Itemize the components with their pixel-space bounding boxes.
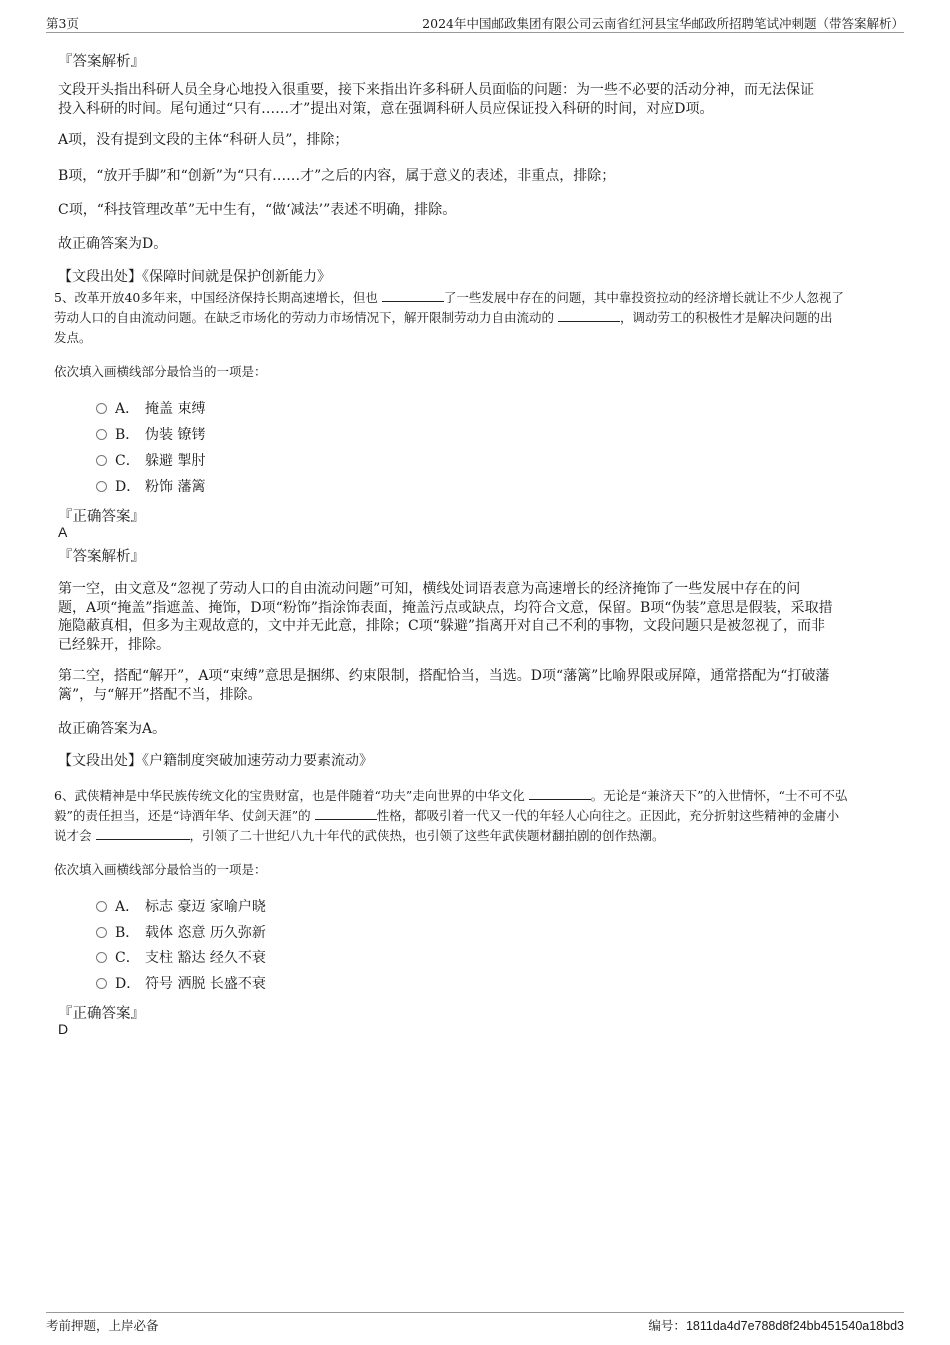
text-line: 篱”，与“解开”搭配不当，排除。 — [58, 686, 262, 703]
correct-answer: A — [58, 524, 68, 540]
radio-icon[interactable] — [96, 481, 107, 492]
analysis-label: 『答案解析』 — [58, 549, 145, 565]
fill-blank — [529, 787, 591, 800]
question-prompt: 依次填入画横线部分最恰当的一项是： — [54, 862, 267, 877]
answer-conclusion: 故正确答案为D。 — [58, 236, 168, 252]
option-d[interactable]: D． 粉饰 藩篱 — [96, 476, 205, 496]
question-stem — [54, 288, 904, 348]
option-d[interactable]: D． 符号 洒脱 长盛不衰 — [96, 973, 266, 993]
question-prompt: 依次填入画横线部分最恰当的一项是： — [54, 364, 267, 379]
analysis-paragraph — [58, 667, 898, 704]
radio-icon[interactable] — [96, 901, 107, 912]
stem-line: 6、武侠精神是中华民族传统文化的宝贵财富，也是伴随着“功夫”走向世界的中华文化 。无论是“兼济天下”的入世情怀，“士不可不弘 — [54, 788, 848, 803]
fill-blank — [315, 807, 377, 820]
radio-icon[interactable] — [96, 952, 107, 963]
option-a[interactable]: A． 标志 豪迈 家喻户晓 — [96, 896, 266, 916]
option-b[interactable]: B． 载体 恣意 历久弥新 — [96, 922, 266, 942]
radio-icon[interactable] — [96, 978, 107, 989]
question-stem — [54, 786, 904, 846]
analysis-option-b: B项，“放开手脚”和“创新”为“只有……才”之后的内容，属于意义的表述，非重点，排除； — [58, 168, 616, 184]
page-number: 第3页 — [46, 16, 79, 31]
correct-answer: D — [58, 1021, 69, 1037]
radio-icon[interactable] — [96, 429, 107, 440]
passage-source: 【文段出处】《保障时间就是保护创新能力》 — [58, 269, 331, 285]
option-a[interactable]: A． 掩盖 束缚 — [96, 398, 205, 418]
stem-line: 劳动人口的自由流动问题。在缺乏市场化的劳动力市场情况下，解开限制劳动力自由流动的 ，调动劳工的积极性才是解决问题的出 — [54, 310, 833, 325]
stem-line: 说才会 ，引领了二十世纪八九十年代的武侠热，也引领了这些年武侠题材翻拍剧的创作热潮。 — [54, 828, 665, 843]
document-title: 2024年中国邮政集团有限公司云南省红河县宝华邮政所招聘笔试冲刺题（带答案解析） — [422, 16, 904, 31]
text-line: 题，A项“掩盖”指遮盖、掩饰，D项“粉饰”指涂饰表面，掩盖污点或缺点，均符合文意，保留。B项“伪装”意思是假装，采取措 — [58, 599, 833, 616]
analysis-label: 『答案解析』 — [58, 54, 145, 70]
text-line: 已经躲开，排除。 — [58, 636, 170, 653]
text-line: 第一空，由文意及“忽视了劳动人口的自由流动问题”可知，横线处词语表意为高速增长的经济掩饰了一些发展中存在的问 — [58, 581, 801, 597]
text-line: 投入科研的时间。尾句通过“只有……才”提出对策，意在强调科研人员应保证投入科研的时间，对应D项。 — [58, 100, 714, 117]
stem-line: 发点。 — [54, 330, 92, 345]
option-b[interactable]: B． 伪装 镣铐 — [96, 424, 205, 444]
stem-line: 5、改革开放40多年来，中国经济保持长期高速增长，但也 了一些发展中存在的问题，其中靠投资拉动的经济增长就让不少人忽视了 — [54, 290, 844, 305]
analysis-paragraph — [58, 81, 898, 118]
text-line: 文段开头指出科研人员全身心地投入很重要，接下来指出许多科研人员面临的问题：为一些不必要的活动分神，而无法保证 — [58, 82, 814, 98]
radio-icon[interactable] — [96, 403, 107, 414]
document-code: 编号：1811da4d7e788d8f24bb451540a18bd3 — [648, 1318, 904, 1333]
option-c[interactable]: C． 躲避 掣肘 — [96, 450, 205, 470]
analysis-option-a: A项，没有提到文段的主体“科研人员”，排除； — [58, 132, 349, 148]
fill-blank — [96, 827, 190, 840]
footer-slogan: 考前押题，上岸必备 — [46, 1318, 159, 1333]
option-c[interactable]: C． 支柱 豁达 经久不衰 — [96, 947, 266, 967]
page-header — [46, 12, 904, 33]
text-line: 第二空，搭配“解开”，A项“束缚”意思是捆绑、约束限制，搭配恰当，当选。D项“藩篱”比喻界限或屏障，通常搭配为“打破藩 — [58, 668, 830, 684]
text-line: 施隐蔽真相，但多为主观故意的，文中并无此意，排除；C项“躲避”指离开对自己不利的事物，文段问题只是被忽视了，而非 — [58, 618, 826, 634]
fill-blank — [558, 309, 620, 322]
analysis-option-c: C项，“科技管理改革”无中生有，“做‘减法’”表述不明确，排除。 — [58, 202, 457, 218]
radio-icon[interactable] — [96, 455, 107, 466]
stem-line: 毅”的责任担当，还是“诗酒年华、仗剑天涯”的 性格，都吸引着一代又一代的年轻人心向往之。正因此，充分折射这些精神的金庸小 — [54, 808, 840, 823]
radio-icon[interactable] — [96, 927, 107, 938]
page-footer — [46, 1312, 904, 1335]
answer-conclusion: 故正确答案为A。 — [58, 721, 167, 737]
passage-source: 【文段出处】《户籍制度突破加速劳动力要素流动》 — [58, 753, 373, 769]
fill-blank — [382, 289, 444, 302]
analysis-paragraph — [58, 580, 898, 654]
correct-answer-label: 『正确答案』 — [58, 1006, 145, 1022]
correct-answer-label: 『正确答案』 — [58, 509, 145, 525]
